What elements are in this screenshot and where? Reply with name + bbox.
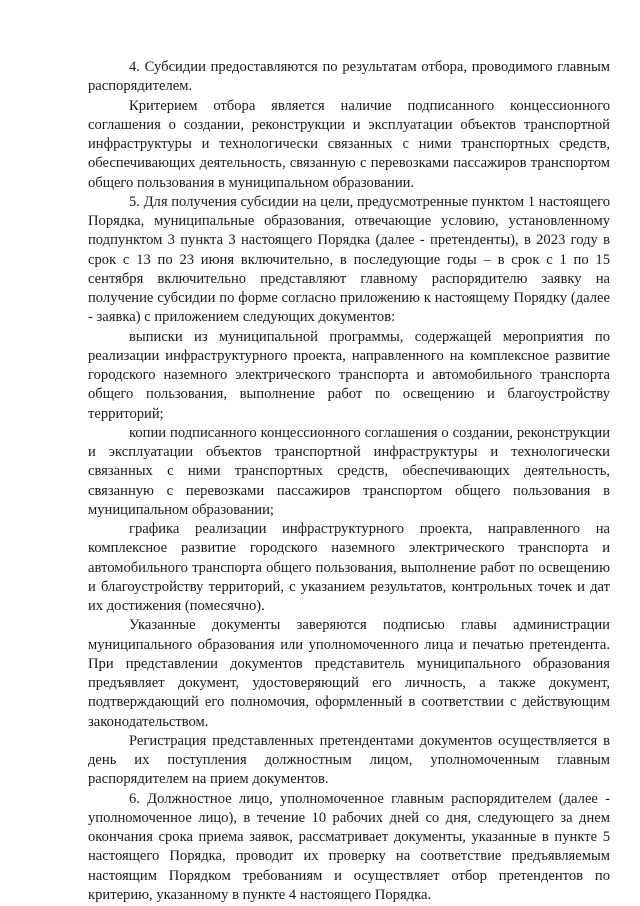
paragraph-registration: Регистрация представленных претендентами документов осуществляется в день их поступления должностным лицом, уполномоченным главным распорядителем на прием документов. (88, 732, 610, 788)
list-item-concession-copy: копии подписанного концессионного соглашения о создании, реконструкции и эксплуатации объектов транспортной инфраструктуры и технологически связанных с ними транспортных средств, обеспечивающих деятельность, связанную с перевозками пассажиров транспортом общего пользования в муниципальном образовании; (88, 424, 610, 518)
document-body (88, 58, 610, 905)
paragraph-item-5-application: 5. Для получения субсидии на цели, предусмотренные пунктом 1 настоящего Порядка, муниципальные образования, отвечающие условию, установленному подпунктом 3 пункта 3 настоящего Порядка (далее - претенденты), в 2023 году в срок с 13 по 23 июня включительно, в последующие годы – в срок с 1 по 15 сентября включительно представляют главному распорядителю заявку на получение субсидии по форме согласно приложению к настоящему Порядку (далее - заявка) с приложением следующих документов: (88, 193, 610, 326)
paragraph-item-6-review: 6. Должностное лицо, уполномоченное главным распорядителем (далее - уполномоченное лицо), в течение 10 рабочих дней со дня, следующего за днем окончания срока приема заявок, рассматривает документы, указанные в пункте 5 настоящего Порядка, проводит их проверку на соответствие предъявляемым настоящим Порядком требованиям и осуществляет отбор претендентов по критерию, указанному в пункте 4 настоящего Порядка. (88, 790, 610, 903)
paragraph-item-4-subsidies: 4. Субсидии предоставляются по результатам отбора, проводимого главным распорядителем. (88, 59, 610, 95)
paragraph-document-certification: Указанные документы заверяются подписью главы администрации муниципального образования или уполномоченного лица и печатью претендента. При представлении документов представитель муниципального образования предъявляет документ, удостоверяющий его личность, а также документ, подтверждающий его полномочия, оформленный в соответствии с действующим законодательством. (88, 617, 610, 730)
list-item-project-schedule: графика реализации инфраструктурного проекта, направленного на комплексное развитие городского наземного электрического транспорта и автомобильного транспорта общего пользования, выполнение работ по освещению и благоустройству территорий, с указанием результатов, контрольных точек и дат их достижения (помесячно). (88, 521, 610, 614)
paragraph-selection-criterion: Критерием отбора является наличие подписанного концессионного соглашения о создании, реконструкции и эксплуатации объектов транспортной инфраструктуры и технологически связанных с ними транспортных средств, обеспечивающих деятельность, связанную с перевозками пассажиров транспортом общего пользования в муниципальном образовании. (88, 97, 610, 191)
list-item-program-extract: выписки из муниципальной программы, содержащей мероприятия по реализации инфраструктурного проекта, направленного на комплексное развитие городского наземного электрического транспорта и автомобильного транспорта общего пользования, выполнение работ по освещению и благоустройству территорий; (88, 328, 610, 422)
